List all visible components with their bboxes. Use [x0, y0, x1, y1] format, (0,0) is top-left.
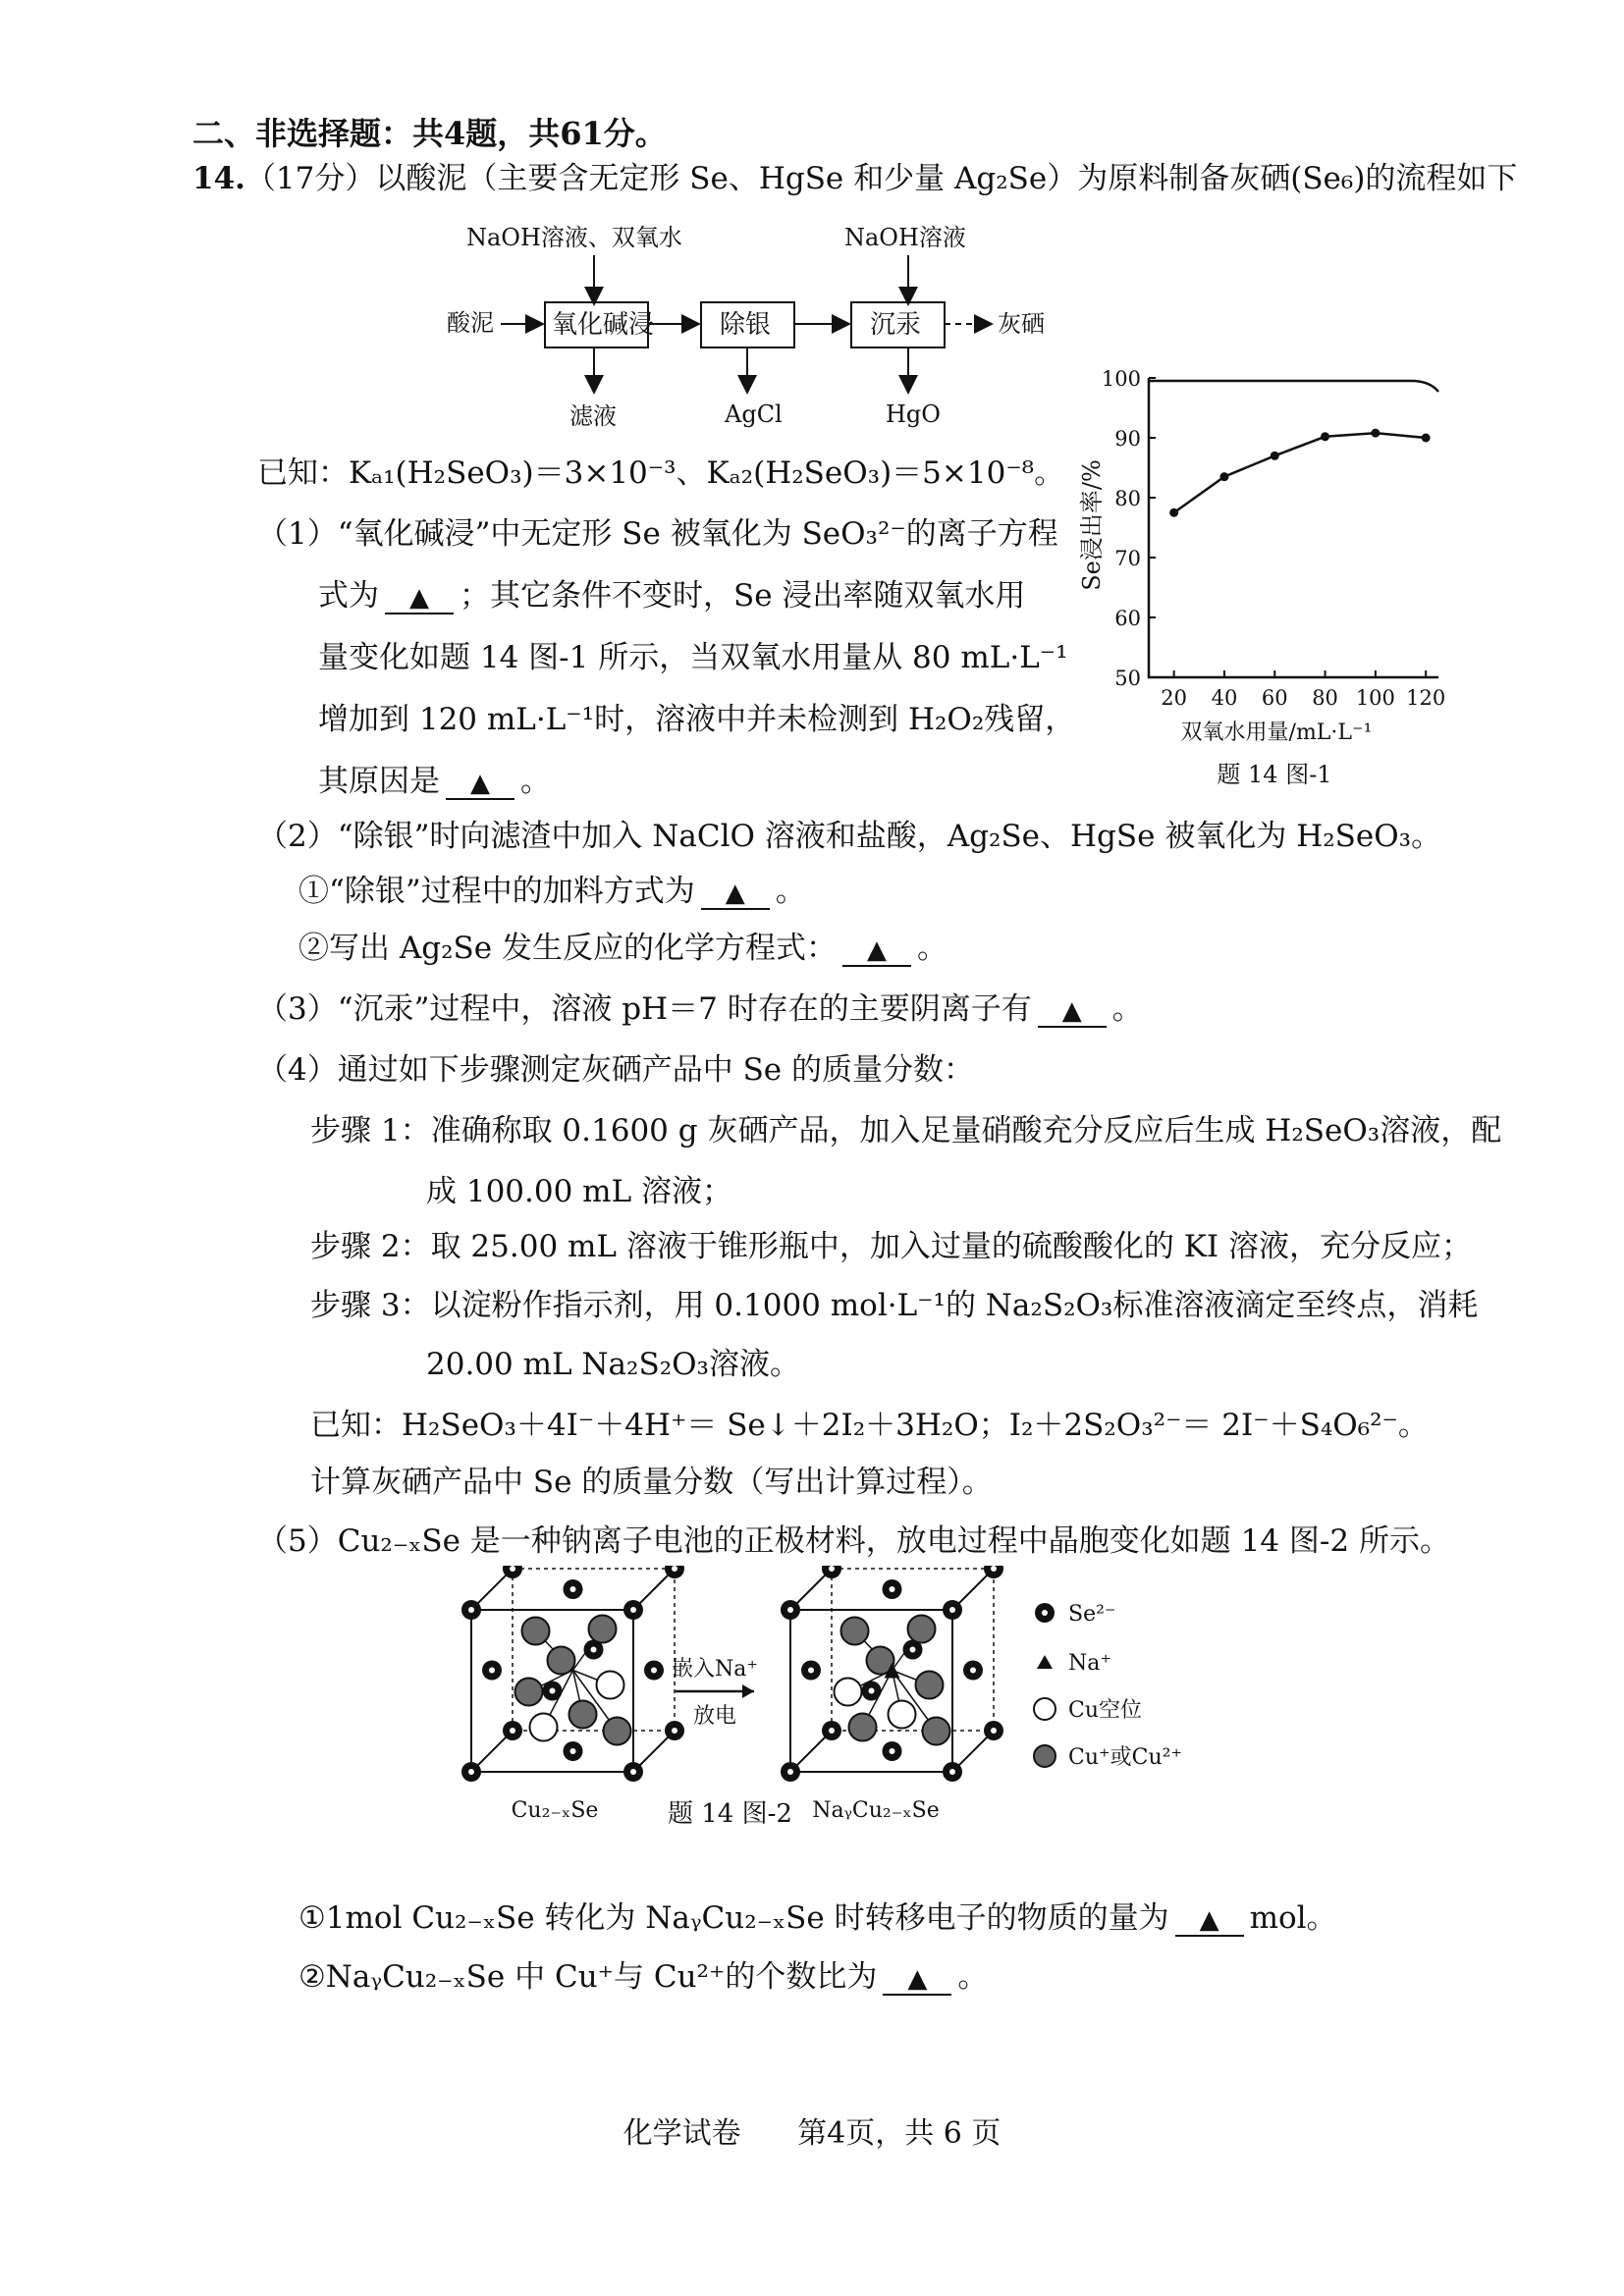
- cell-right-label: NaᵧCu₂₋ₓSe: [812, 1798, 940, 1823]
- se-ion-core: [829, 1728, 835, 1734]
- part2-sub1: ①“除银”过程中的加料方式为 ▲ 。: [298, 874, 806, 909]
- cu-ion: [908, 1616, 936, 1643]
- legend-cu: Cu⁺或Cu²⁺: [1068, 1745, 1183, 1770]
- se-ion-core: [829, 1566, 835, 1572]
- answer-blank-3: ▲: [701, 877, 770, 910]
- chart-point: [1371, 429, 1380, 438]
- process-flowchart: [432, 216, 1080, 442]
- chart-ytick-label: 90: [1114, 427, 1141, 451]
- cu-vacancy: [889, 1701, 916, 1729]
- part4-step1b: 成 100.00 mL 溶液；: [426, 1174, 733, 1209]
- se-ion-core: [672, 1728, 677, 1734]
- se-ion-core: [510, 1566, 515, 1572]
- part5-sub2: ②NaᵧCu₂₋ₓSe 中 Cu⁺与 Cu²⁺的个数比为 ▲ 。: [298, 1959, 989, 1995]
- se-ion-core: [489, 1668, 495, 1674]
- chart-ticks: [1102, 367, 1445, 710]
- answer-blank-2: ▲: [446, 767, 514, 800]
- part5-line: （5）Cu₂₋ₓSe 是一种钠离子电池的正极材料，放电过程中晶胞变化如题 14 图-2 所示。: [257, 1523, 1450, 1559]
- question-intro-text: （17分）以酸泥（主要含无定形 Se、HgSe 和少量 Ag₂Se）为原料制备灰硒(Se₆)的流程如下: [244, 161, 1518, 196]
- se-ion-core: [468, 1607, 474, 1613]
- cu-ion: [548, 1647, 575, 1675]
- chart-ytick-label: 70: [1114, 547, 1141, 570]
- chart-axes: [1149, 378, 1438, 677]
- transform-arrow-head: [742, 1684, 754, 1698]
- crystal-caption: 题 14 图-2: [668, 1799, 792, 1829]
- cu-vacancy: [597, 1672, 624, 1699]
- part4-step3b: 20.00 mL Na₂S₂O₃溶液。: [426, 1347, 800, 1382]
- part5-sub1: ①1mol Cu₂₋ₓSe 转化为 NaᵧCu₂₋ₓSe 时转移电子的物质的量为 ▲ mol。: [298, 1900, 1337, 1936]
- chart-xtick-label: 20: [1161, 686, 1188, 710]
- se-ion-core: [570, 1586, 576, 1592]
- cu-ion: [923, 1718, 950, 1745]
- crystal-cell-left: [461, 1566, 684, 1782]
- answer-blank-4: ▲: [842, 934, 911, 967]
- legend-se: Se²⁻: [1068, 1602, 1116, 1627]
- se-ion-core: [949, 1607, 955, 1613]
- cu-vacancy: [530, 1714, 558, 1741]
- se-ion-core: [787, 1607, 793, 1613]
- crystal-cell-figure: [452, 1566, 1218, 1831]
- answer-blank-5: ▲: [1038, 994, 1107, 1028]
- se-ion-core: [550, 1688, 556, 1694]
- question-number: 14.: [192, 161, 245, 196]
- chart-point: [1271, 452, 1279, 460]
- chart-points: [1169, 429, 1431, 517]
- part4-step3a: 步骤 3：以淀粉作指示剂，用 0.1000 mol·L⁻¹的 Na₂S₂O₃标准溶液滴定至终点，消耗: [310, 1288, 1479, 1323]
- flow-output-1: 滤液: [569, 402, 617, 430]
- footer-page: 第4页，共 6 页: [797, 2116, 1001, 2151]
- part4-step1a: 步骤 1：准确称取 0.1600 g 灰硒产品，加入足量硝酸充分反应后生成 H₂SeO₃溶液，配: [310, 1113, 1502, 1148]
- part4-step2: 步骤 2：取 25.00 mL 溶液于锥形瓶中，加入过量的硫酸酸化的 KI 溶液，充分反应；: [310, 1229, 1472, 1264]
- chart-xtick-label: 40: [1211, 686, 1238, 710]
- question-intro: [192, 157, 1517, 200]
- cu-vacancy: [835, 1679, 862, 1706]
- part1-line5: 其原因是 ▲ 。: [318, 764, 551, 799]
- se-ion-core: [672, 1566, 677, 1572]
- part1-line3: 量变化如题 14 图-1 所示，当双氧水用量从 80 mL·L⁻¹: [318, 640, 1068, 675]
- se-ion-core: [510, 1728, 515, 1734]
- flow-step-2: 除银: [720, 310, 772, 340]
- part2-sub2: ②写出 Ag₂Se 发生反应的化学方程式： ▲ 。: [298, 931, 947, 966]
- se-ion-core: [991, 1728, 997, 1734]
- chart-point: [1422, 434, 1431, 443]
- section-header: 二、非选择题：共4题，共61分。: [192, 115, 667, 152]
- cell-left-label: Cu₂₋ₓSe: [511, 1798, 599, 1823]
- flow-step-1: 氧化碱浸: [552, 310, 655, 340]
- chart-point: [1219, 472, 1228, 481]
- cu-ion: [522, 1618, 550, 1645]
- cu-ion: [916, 1672, 944, 1699]
- chart-ytick-label: 50: [1114, 667, 1141, 690]
- part2-line1: （2）“除银”时向滤渣中加入 NaClO 溶液和盐酸，Ag₂Se、HgSe 被氧化为 H₂SeO₃。: [257, 819, 1442, 854]
- legend-na: Na⁺: [1068, 1651, 1111, 1676]
- se-ion-core: [630, 1769, 636, 1775]
- cu-ion: [589, 1616, 617, 1643]
- flow-feed: 酸泥: [447, 309, 494, 337]
- se-ion-core: [970, 1668, 976, 1674]
- se-ion-core: [890, 1748, 895, 1754]
- flow-input-1: NaOH溶液、双氧水: [466, 224, 682, 251]
- se-ion-core: [949, 1769, 955, 1775]
- chart-axis-frame: [1149, 378, 1438, 677]
- chart-xtick-label: 100: [1355, 686, 1395, 710]
- chart-ytick-label: 60: [1114, 607, 1141, 630]
- flow-output-3: HgO: [886, 400, 941, 428]
- arrow-top-label: 嵌入Na⁺: [672, 1657, 758, 1682]
- part1-line2: 式为 ▲ ；其它条件不变时，Se 浸出率随双氧水用: [318, 578, 1026, 614]
- chart-xtick-label: 80: [1312, 686, 1338, 710]
- chart-caption: 题 14 图-1: [1217, 761, 1332, 788]
- arrow-bottom-label: 放电: [692, 1704, 737, 1729]
- cu-ion: [515, 1679, 543, 1706]
- footer-subject: 化学试卷: [623, 2116, 741, 2151]
- cu-ion: [569, 1701, 597, 1729]
- se-ion-core: [591, 1647, 597, 1653]
- cu-ion: [841, 1618, 869, 1645]
- se-ion-core: [630, 1607, 636, 1613]
- chart-series-line: [1174, 433, 1427, 512]
- part4-known: 已知：H₂SeO₃＋4I⁻＋4H⁺＝ Se↓＋2I₂＋3H₂O；I₂＋2S₂O₃²⁻＝ 2I⁻＋S₄O₆²⁻。: [310, 1408, 1429, 1443]
- part1-line4: 增加到 120 mL·L⁻¹时，溶液中并未检测到 H₂O₂残留，: [318, 702, 1076, 737]
- cu-ion: [849, 1714, 877, 1741]
- se-ion-core: [991, 1566, 997, 1572]
- se-ion-core: [808, 1668, 814, 1674]
- se-ion-core: [651, 1668, 657, 1674]
- se-ion-core: [910, 1647, 916, 1653]
- answer-blank-6: ▲: [1175, 1903, 1244, 1937]
- se-leaching-chart: [1060, 358, 1453, 800]
- chart-point: [1169, 508, 1178, 517]
- crystal-cell-right: [781, 1566, 1003, 1782]
- se-ion-core: [787, 1769, 793, 1775]
- cu-ion: [604, 1718, 631, 1745]
- legend-cu-vacancy: Cu空位: [1068, 1698, 1143, 1723]
- known-constants: 已知：Kₐ₁(H₂SeO₃)＝3×10⁻³、Kₐ₂(H₂SeO₃)＝5×10⁻⁸。: [257, 455, 1065, 491]
- answer-blank-1: ▲: [385, 581, 454, 614]
- chart-xlabel: 双氧水用量/mL·L⁻¹: [1180, 721, 1373, 745]
- chart-top-border: [1149, 381, 1438, 392]
- chart-xtick-label: 120: [1406, 686, 1446, 710]
- flow-output-2: AgCl: [725, 400, 783, 428]
- se-ion-core: [869, 1688, 875, 1694]
- chart-ytick-label: 100: [1101, 367, 1141, 391]
- flow-product: 灰硒: [998, 310, 1045, 338]
- part4-intro: （4）通过如下步骤测定灰硒产品中 Se 的质量分数：: [257, 1052, 975, 1088]
- flow-input-2: NaOH溶液: [844, 224, 966, 251]
- flow-step-3: 沉汞: [870, 310, 922, 340]
- chart-ylabel: Se浸出率/%: [1078, 459, 1106, 591]
- page-footer: [0, 2109, 1624, 2152]
- part1-line1: （1）“氧化碱浸”中无定形 Se 被氧化为 SeO₃²⁻的离子方程: [257, 516, 1058, 552]
- se-ion-core: [570, 1748, 576, 1754]
- se-ion-core: [890, 1586, 895, 1592]
- part4-calc: 计算灰硒产品中 Se 的质量分数（写出计算过程）。: [310, 1465, 993, 1500]
- answer-blank-7: ▲: [883, 1962, 951, 1996]
- crystal-legend: [1034, 1602, 1182, 1770]
- part3-line: （3）“沉汞”过程中，溶液 pH＝7 时存在的主要阴离子有 ▲ 。: [257, 991, 1143, 1027]
- chart-ytick-label: 80: [1114, 487, 1141, 510]
- se-ion-core: [468, 1769, 474, 1775]
- chart-xtick-label: 60: [1261, 686, 1288, 710]
- chart-point: [1321, 432, 1329, 441]
